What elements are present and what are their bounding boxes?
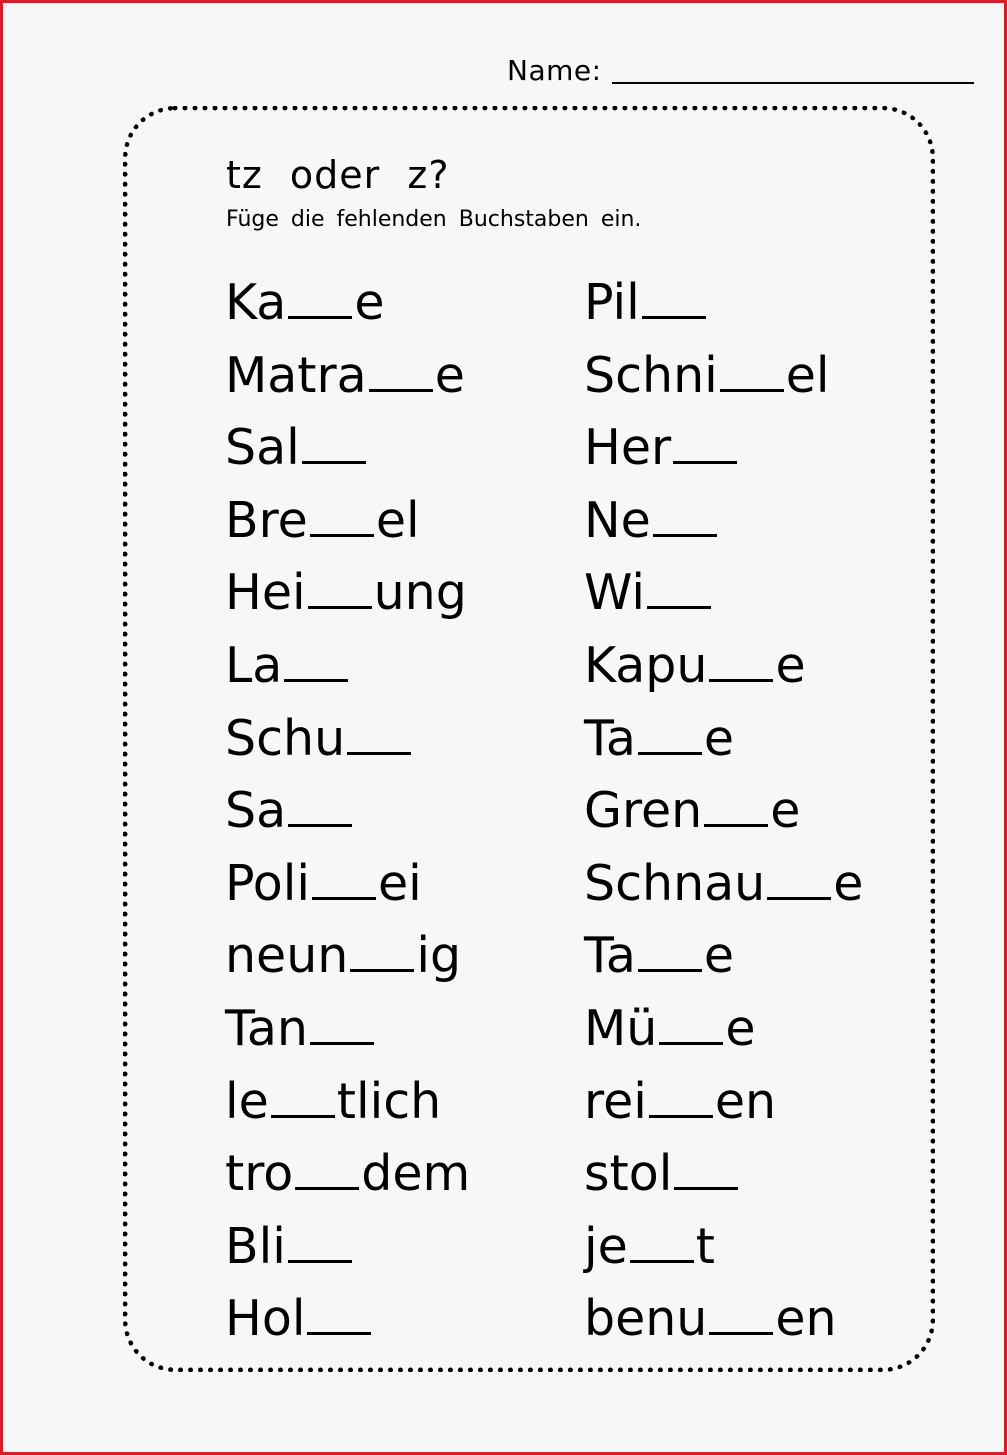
word-suffix: t: [695, 1217, 715, 1275]
word-prefix: Poli: [225, 854, 311, 912]
word-prefix: Schnau: [584, 854, 766, 912]
word-prefix: Schu: [225, 709, 346, 767]
name-row: [507, 53, 974, 89]
word-suffix: en: [714, 1072, 777, 1130]
letter-blank[interactable]: [350, 969, 414, 972]
letter-blank[interactable]: [720, 389, 784, 392]
word-item: [584, 557, 863, 630]
word-prefix: Sal: [225, 419, 300, 477]
word-prefix: Schni: [584, 346, 718, 404]
left-word-column: [225, 267, 470, 1356]
word-prefix: je: [584, 1217, 628, 1275]
letter-blank[interactable]: [369, 389, 433, 392]
word-prefix: Matra: [225, 346, 367, 404]
word-suffix: e: [770, 782, 801, 840]
letter-blank[interactable]: [288, 316, 352, 319]
letter-blank[interactable]: [284, 679, 348, 682]
word-suffix: e: [775, 636, 806, 694]
word-prefix: Wi: [584, 564, 645, 622]
letter-blank[interactable]: [673, 461, 737, 464]
letter-blank[interactable]: [674, 1187, 738, 1190]
word-suffix: e: [703, 927, 735, 985]
letter-blank[interactable]: [288, 1260, 352, 1263]
word-suffix: e: [354, 274, 385, 331]
word-prefix: Bli: [225, 1217, 286, 1275]
word-item: [584, 920, 863, 993]
letter-blank[interactable]: [649, 1115, 713, 1118]
letter-blank[interactable]: [310, 1042, 374, 1045]
word-prefix: Gren: [584, 782, 703, 840]
letter-blank[interactable]: [653, 534, 717, 537]
word-prefix: Bre: [225, 491, 308, 549]
word-item: [584, 775, 863, 848]
word-item: [225, 1066, 470, 1139]
letter-blank[interactable]: [709, 679, 773, 682]
word-item: [584, 1138, 863, 1211]
word-prefix: benu: [584, 1290, 708, 1348]
worksheet-title: tz oder z?: [226, 153, 450, 197]
word-item: [225, 1211, 470, 1284]
word-prefix: Pil: [584, 274, 640, 331]
word-prefix: Ta: [584, 709, 636, 767]
letter-blank[interactable]: [630, 1260, 694, 1263]
word-prefix: le: [225, 1072, 269, 1130]
right-word-column: [584, 267, 863, 1356]
word-item: [584, 1066, 863, 1139]
word-suffix: el: [785, 346, 830, 404]
word-item: [225, 630, 470, 703]
word-item: [225, 920, 470, 993]
word-item: [584, 267, 863, 340]
word-prefix: tro: [225, 1145, 294, 1203]
word-item: [225, 557, 470, 630]
word-prefix: La: [225, 636, 283, 694]
word-suffix: el: [375, 491, 420, 549]
word-prefix: Kapu: [584, 636, 708, 694]
word-prefix: Ka: [225, 274, 287, 331]
word-prefix: Hei: [225, 564, 306, 622]
word-item: [584, 485, 863, 558]
word-suffix: en: [775, 1290, 837, 1348]
letter-blank[interactable]: [704, 824, 768, 827]
word-suffix: ig: [416, 927, 462, 985]
word-suffix: e: [703, 709, 735, 767]
word-prefix: Ta: [584, 927, 636, 985]
letter-blank[interactable]: [302, 461, 366, 464]
name-label: Name:: [507, 54, 602, 87]
word-item: [584, 703, 863, 776]
worksheet-instruction: Füge die fehlenden Buchstaben ein.: [226, 207, 642, 232]
word-item: [225, 340, 470, 413]
word-prefix: Mü: [584, 999, 658, 1057]
word-item: [225, 267, 470, 340]
word-prefix: Sa: [225, 782, 287, 840]
word-item: [584, 340, 863, 413]
word-prefix: stol: [584, 1145, 673, 1203]
letter-blank[interactable]: [310, 534, 374, 537]
name-line: [612, 82, 974, 84]
word-prefix: Tan: [225, 999, 308, 1057]
word-suffix: ei: [378, 854, 422, 912]
word-suffix: ung: [373, 564, 467, 622]
word-prefix: neun: [225, 927, 349, 985]
word-prefix: Ne: [584, 491, 651, 549]
word-item: [225, 848, 470, 921]
letter-blank[interactable]: [307, 1332, 371, 1335]
word-prefix: Hol: [225, 1290, 306, 1348]
letter-blank[interactable]: [347, 752, 411, 755]
word-suffix: e: [434, 346, 465, 404]
word-suffix: e: [833, 854, 864, 912]
word-item: [225, 993, 470, 1066]
word-item: [584, 630, 863, 703]
word-item: [225, 703, 470, 776]
word-item: [225, 775, 470, 848]
word-item: [584, 1211, 863, 1284]
letter-blank[interactable]: [709, 1332, 773, 1335]
word-item: [225, 412, 470, 485]
letter-blank[interactable]: [647, 606, 711, 609]
word-item: [225, 1283, 470, 1356]
letter-blank[interactable]: [642, 316, 706, 319]
letter-blank[interactable]: [638, 752, 702, 755]
word-suffix: dem: [361, 1145, 471, 1203]
letter-blank[interactable]: [638, 969, 702, 972]
word-prefix: Her: [584, 419, 672, 477]
letter-blank[interactable]: [767, 897, 831, 900]
word-suffix: e: [725, 999, 756, 1057]
word-prefix: rei: [584, 1072, 647, 1130]
word-item: [225, 485, 470, 558]
letter-blank[interactable]: [308, 606, 372, 609]
letter-blank[interactable]: [288, 824, 352, 827]
letter-blank[interactable]: [312, 897, 376, 900]
letter-blank[interactable]: [659, 1042, 723, 1045]
word-item: [584, 412, 863, 485]
word-item: [584, 1283, 863, 1356]
letter-blank[interactable]: [271, 1115, 335, 1118]
word-suffix: tlich: [336, 1072, 442, 1130]
word-item: [584, 993, 863, 1066]
letter-blank[interactable]: [295, 1187, 359, 1190]
word-item: [584, 848, 863, 921]
word-item: [225, 1138, 470, 1211]
